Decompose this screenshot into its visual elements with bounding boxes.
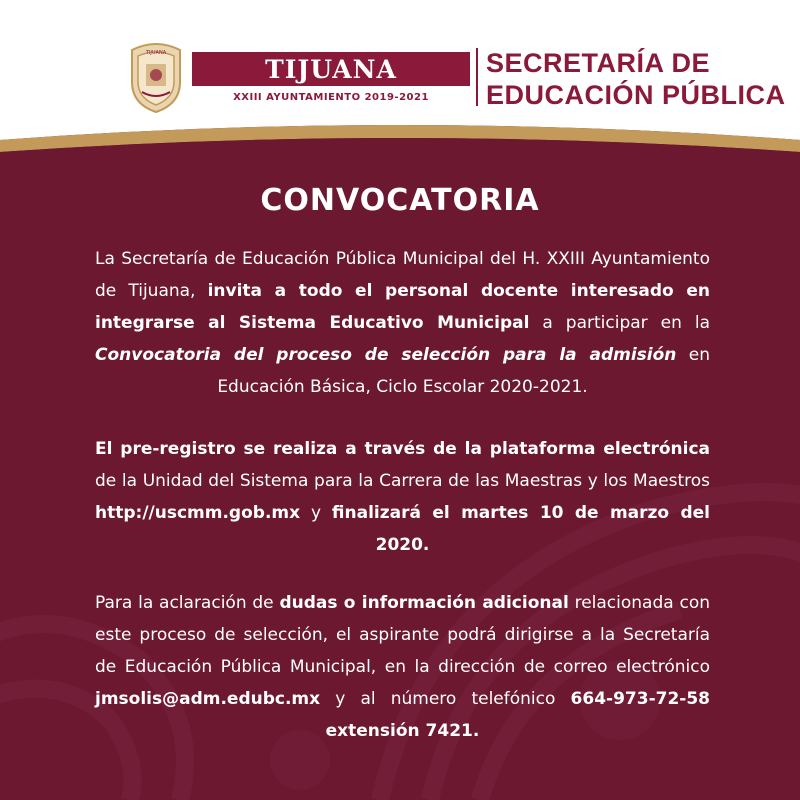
p3-text-c: relacionada con este proceso de selección, el aspirante podrá dirigirse a la Secretaría de Educación Pública Municipal, en la dirección de correo electrónico	[95, 593, 710, 677]
p2-text-b: de la Unidad del Sistema para la Carrera de las Maestras y los Maestros	[95, 471, 710, 491]
p1-text-c: a participar en la	[529, 313, 710, 333]
p2-bold-preregistro: El pre-registro se realiza a través de la plataforma electrónica	[95, 439, 710, 459]
p2-bold-deadline: finalizará el martes 10 de marzo del 2020.	[331, 503, 710, 555]
p3-email-link[interactable]: jmsolis@adm.edubc.mx	[95, 689, 321, 709]
p2-url-link[interactable]: http://uscmm.gob.mx	[95, 503, 301, 523]
header-logo-group	[124, 42, 786, 122]
p3-phone: 664-973-72-58 extensión 7421.	[325, 689, 710, 741]
secretaria-title	[486, 47, 800, 111]
secretaria-line-2: EDUCACIÓN PÚBLICA	[486, 80, 786, 110]
paragraph-preregistro	[95, 433, 710, 561]
svg-text:TIJUANA: TIJUANA	[145, 50, 167, 56]
paragraph-contact	[95, 587, 710, 747]
paragraph-invitation	[95, 243, 710, 403]
p3-text-e: y al número telefónico	[320, 689, 571, 709]
p2-text-d: y	[300, 503, 332, 523]
tijuana-logo-word: TIJUANA	[192, 52, 470, 86]
tijuana-coat-of-arms-icon	[124, 42, 188, 114]
p1-bold-invitation: invita a todo el personal docente interesado en integrarse al Sistema Educativo Municipal	[95, 281, 711, 333]
secretaria-line-1: SECRETARÍA DE	[486, 48, 711, 78]
p3-text-a: Para la aclaración de	[95, 593, 280, 613]
p1-text-a: La Secretaría de Educación Pública Municipal del H. XXIII Ayuntamiento de Tijuana,	[95, 249, 710, 301]
ayuntamiento-label: XXIII AYUNTAMIENTO 2019-2021	[233, 92, 429, 103]
page-title: CONVOCATORIA	[260, 183, 540, 218]
p1-italic-convocatoria: Convocatoria del proceso de selección para la admisión	[95, 345, 677, 365]
p3-bold-dudas: dudas o información adicional	[279, 593, 569, 613]
p1-text-e: en Educación Básica, Ciclo Escolar 2020-2021.	[217, 345, 711, 397]
logo-divider	[476, 48, 478, 106]
